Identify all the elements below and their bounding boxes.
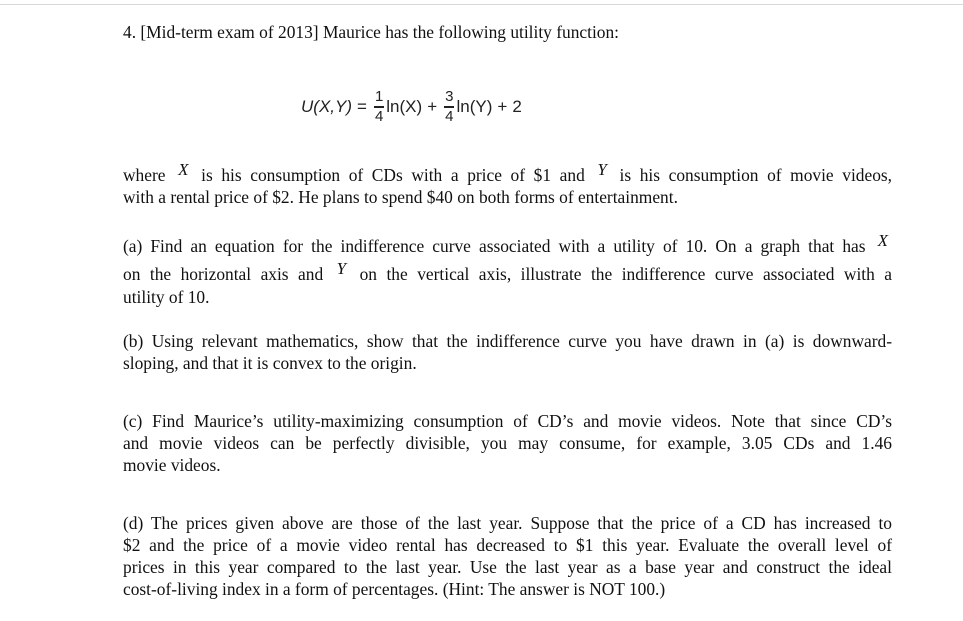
variable-y: Y bbox=[336, 259, 347, 278]
variable-x: X bbox=[178, 160, 189, 179]
equation-constant: 2 bbox=[512, 97, 522, 116]
fraction-numerator: 3 bbox=[445, 88, 454, 106]
equation-plus: + bbox=[497, 97, 508, 116]
equation-term-ln-y: ln(Y) bbox=[456, 97, 493, 116]
part-d-line-2: $2 and the price of a movie video rental has decreased to $1 this year. Evaluate the overall level of bbox=[123, 535, 892, 555]
part-b-line-2: sloping, and that it is convex to the origin. bbox=[123, 353, 417, 373]
part-a-text: (a) Find an equation for the indifference curve associated with a utility of 10. On a graph that has bbox=[123, 236, 866, 256]
intro-text: is his consumption of CDs with a price of $1 and bbox=[201, 165, 585, 185]
intro-line-2: with a rental price of $2. He plans to spend $40 on both forms of entertainment. bbox=[123, 187, 678, 207]
equation-term-ln-x: ln(X) bbox=[386, 97, 423, 116]
intro-line-1 bbox=[123, 160, 893, 187]
part-c-line-2: and movie videos can be perfectly divisible, you may consume, for example, 3.05 CDs and 1.46 bbox=[123, 433, 892, 453]
part-a-line-1 bbox=[123, 231, 892, 258]
fraction-numerator: 1 bbox=[374, 88, 384, 106]
part-c-line-1: (c) Find Maurice’s utility-maximizing consumption of CD’s and movie videos. Note that since CD’s bbox=[123, 411, 892, 431]
equation-equals: = bbox=[357, 97, 367, 116]
part-a-line-3: utility of 10. bbox=[123, 287, 210, 307]
fraction-three-quarters bbox=[444, 89, 454, 124]
intro-text: where bbox=[123, 165, 166, 185]
part-d-line-3: prices in this year compared to the last year. Use the last year as a base year and construct the ideal bbox=[123, 557, 892, 577]
equation-plus: + bbox=[427, 97, 438, 116]
part-a-text: on the vertical axis, illustrate the indifference curve associated with a bbox=[359, 264, 892, 284]
part-d-line-1: (d) The prices given above are those of the last year. Suppose that the price of a CD has increased to bbox=[123, 513, 892, 533]
equation-lhs: U(X,Y) bbox=[301, 97, 352, 116]
problem-heading: 4. [Mid-term exam of 2013] Maurice has the following utility function: bbox=[123, 22, 620, 42]
utility-equation bbox=[301, 82, 522, 132]
part-c-line-3: movie videos. bbox=[123, 455, 221, 475]
fraction-one-quarter bbox=[374, 89, 384, 124]
part-a-line-2 bbox=[123, 259, 892, 286]
part-b-line-1: (b) Using relevant mathematics, show that the indifference curve you have drawn in (a) is downward- bbox=[123, 331, 892, 351]
top-divider bbox=[0, 4, 963, 5]
variable-y: Y bbox=[597, 160, 607, 179]
fraction-denominator: 4 bbox=[374, 107, 384, 125]
variable-x: X bbox=[877, 231, 888, 250]
intro-text: is his consumption of movie videos, bbox=[619, 165, 893, 185]
fraction-denominator: 4 bbox=[445, 107, 454, 125]
part-a-text: on the horizontal axis and bbox=[123, 264, 324, 284]
part-d-line-4: cost-of-living index in a form of percentages. (Hint: The answer is NOT 100.) bbox=[123, 579, 666, 599]
